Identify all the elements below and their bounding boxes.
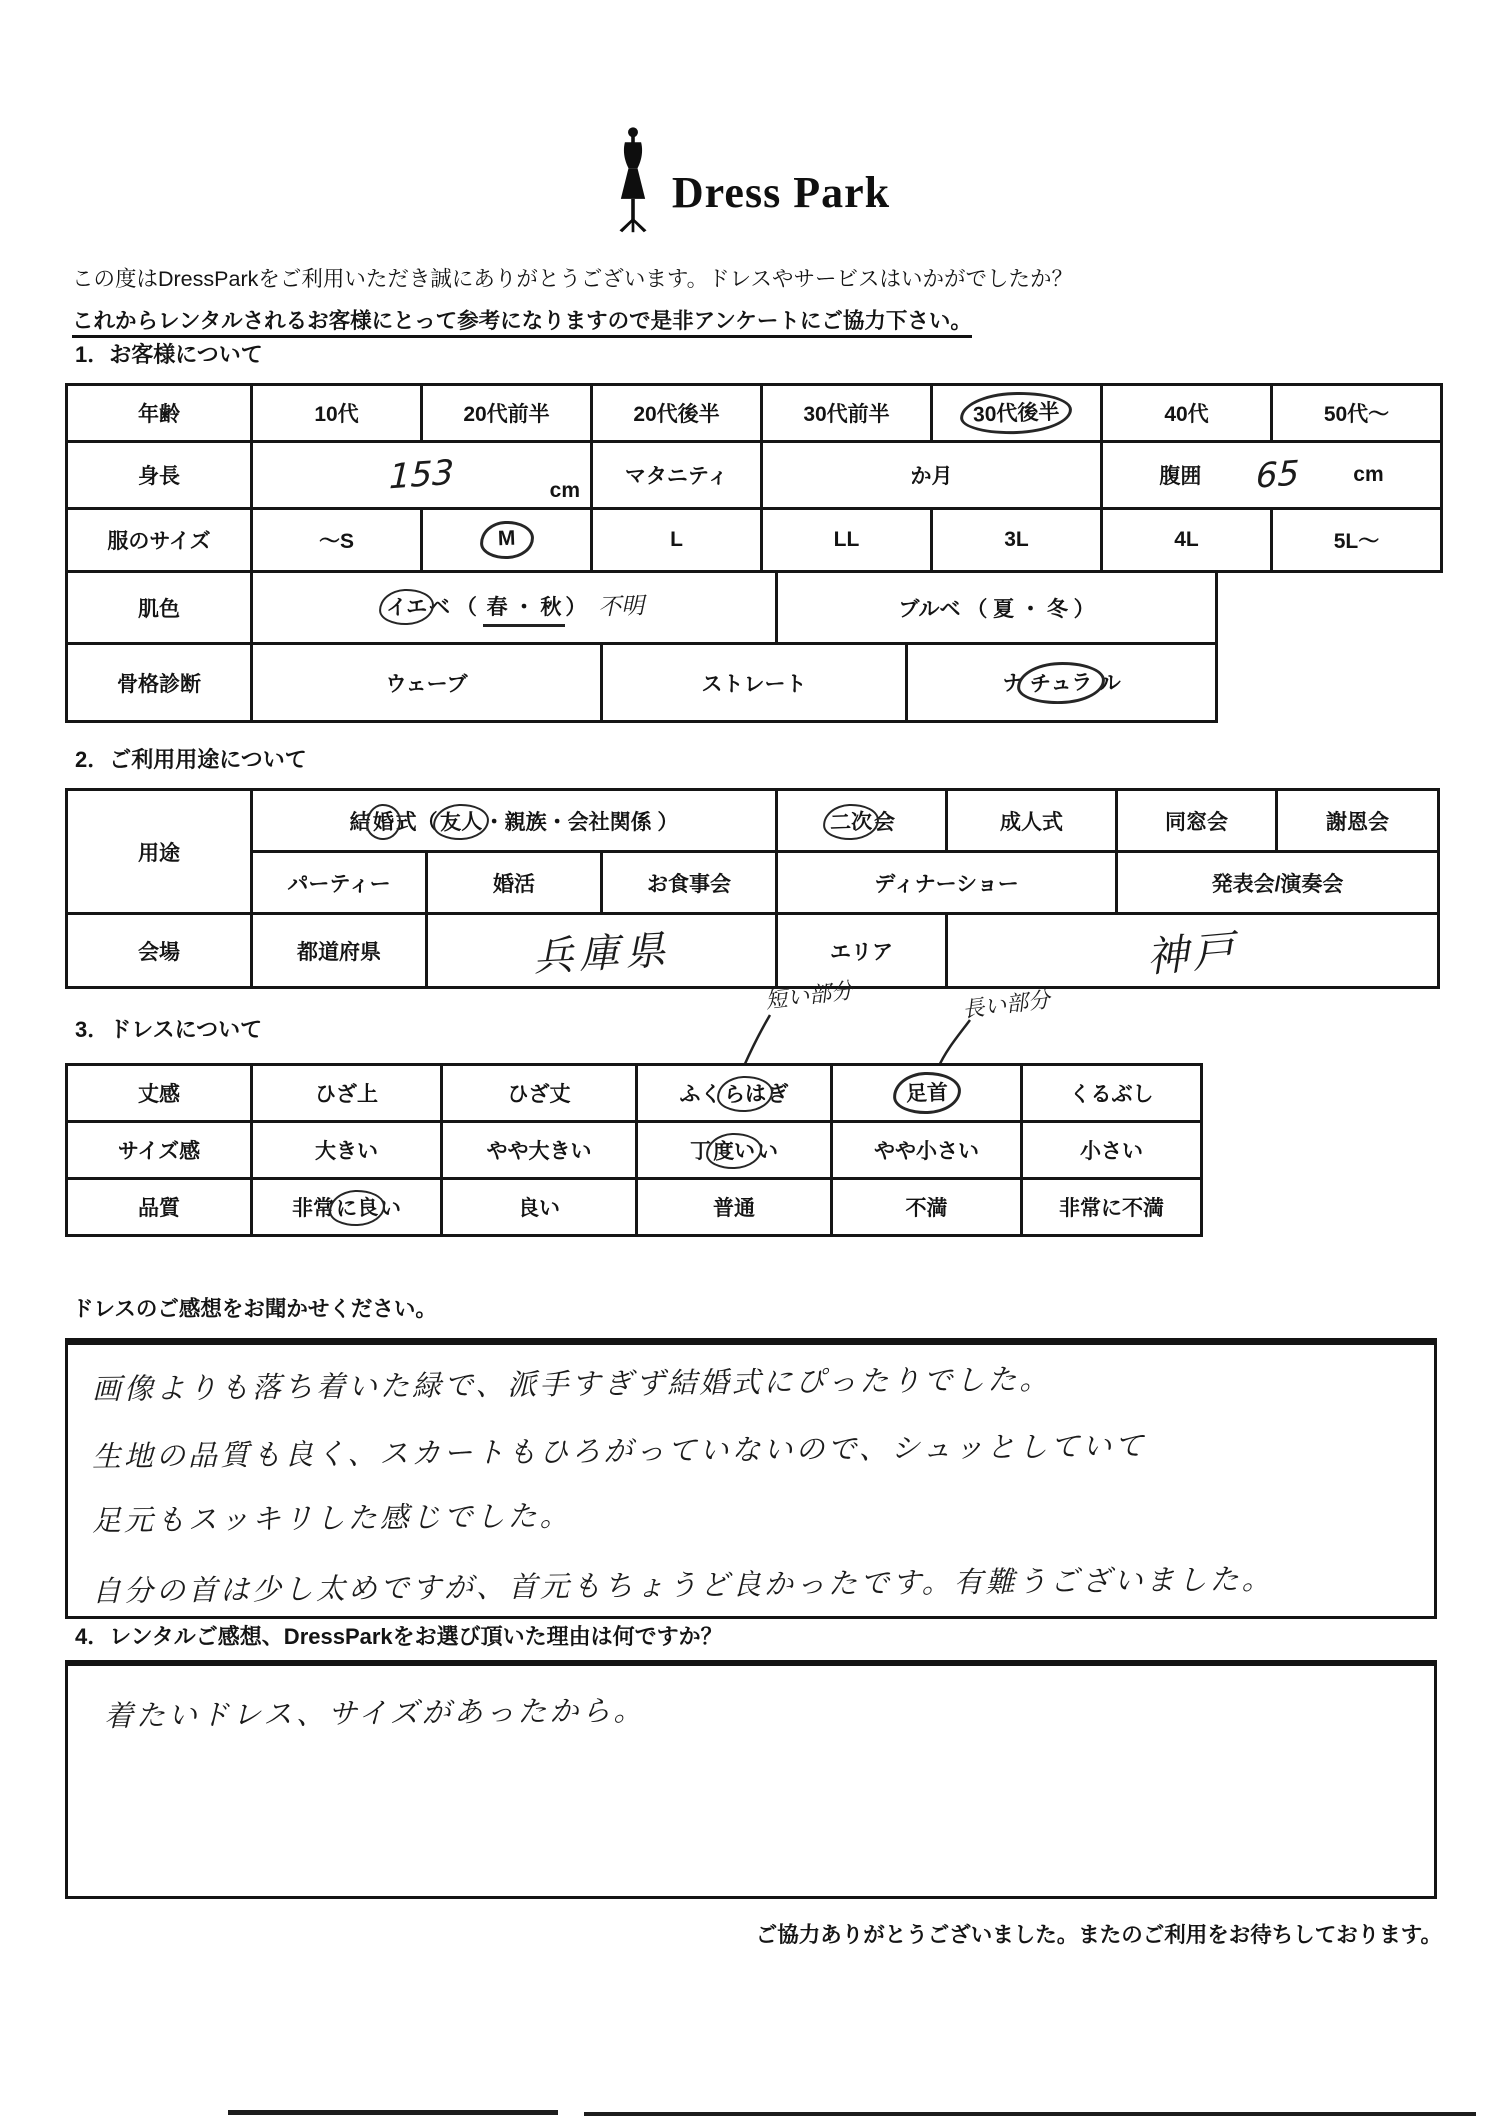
maternity-months-cell: か月 [762,442,1102,509]
size-row [67,509,1442,572]
skin-row [67,572,1217,644]
waist-unit: cm [1353,463,1384,486]
skin-handwritten-note: 不明 [597,593,645,621]
usage-row-1 [67,790,1439,852]
skin-selection-circle: イエ [378,588,434,626]
size-option-3l: 3L [932,509,1102,572]
section4-heading: 4．レンタルご感想、DressParkをお選び頂いた理由は何ですか？ [75,1624,723,1649]
length-row [67,1065,1202,1122]
annotation-short-part: 短い部分 [764,978,855,1015]
section2-heading: 2．ご利用用途について [75,747,307,772]
comment-line-1: 画像よりも落ち着いた緑で、派手すぎず結婚式にぴったりでした。 [91,1361,1052,1407]
skeleton-label: 骨格診断 [67,644,252,722]
skin-yellow-base-cell: イエベ （ 春 ・ 秋 ） 不明 [252,572,777,644]
length-option-above-knee: ひざ上 [252,1065,442,1122]
section1-heading: 1．お客様について [75,342,263,367]
skin-label: 肌色 [67,572,252,644]
area-handwritten-value: 神戸 [1144,924,1241,982]
fit-option-just-right: 丁度いい [637,1122,832,1179]
skin-seasons-underlined: 春 ・ 秋 [483,591,566,627]
usage-option-wedding: 結婚式（友人・親族・会社関係 ） [252,790,777,852]
height-value-cell [252,442,592,509]
fit-option-big: 大きい [252,1122,442,1179]
age-label: 年齢 [67,385,252,442]
calf-circle: らは [716,1075,773,1113]
area-value-cell [947,914,1439,988]
dress-form-icon [610,126,656,234]
usage-option-konkatsu: 婚活 [427,852,602,914]
scan-artifact-line [584,2112,1476,2116]
skeleton-option-wave: ウェーブ [252,644,602,722]
intro-line1: この度はDressParkをご利用いただき誠にありがとうございます。ドレスやサービスはいかがでしたか？ [72,267,1073,291]
reason-answer: 着たいドレス、サイズがあったから。 [103,1693,646,1733]
venue-label: 会場 [67,914,252,988]
size-selection-circle: M [479,520,534,560]
usage-option-reunion: 同窓会 [1117,790,1277,852]
size-label: 服のサイズ [67,509,252,572]
usage-option-thanks-party: 謝恩会 [1277,790,1439,852]
wedding-friend-circle: 友人 [432,803,489,841]
usage-option-dinner-show: ディナーショー [777,852,1117,914]
age-option-30s-early: 30代前半 [762,385,932,442]
skeleton-option-straight: ストレート [602,644,907,722]
length-option-ankle [832,1065,1022,1122]
usage-option-recital: 発表会/演奏会 [1117,852,1439,914]
age-option-20s-early: 20代前半 [422,385,592,442]
usage-table [65,788,1440,989]
quality-option-very-good: 非常に良い [252,1179,442,1236]
comment-line-4: 自分の首は少し太めですが、首元もちょうど良かったです。有難うございました。 [91,1561,1274,1609]
age-option-10s: 10代 [252,385,422,442]
height-row [67,442,1442,509]
age-option-30s-late [932,385,1102,442]
size-option-m [422,509,592,572]
prefecture-value-cell [427,914,777,988]
quality-selection-circle: に良 [328,1189,385,1227]
comments-box [65,1338,1437,1619]
length-label: 丈感 [67,1065,252,1122]
height-label: 身長 [67,442,252,509]
usage-label: 用途 [67,790,252,914]
fit-option-small: 小さい [1022,1122,1202,1179]
prefecture-handwritten-value: 兵庫県 [531,927,672,981]
age-option-50s: 50代～ [1272,385,1442,442]
usage-row-2 [67,852,1439,914]
fit-label: サイズ感 [67,1122,252,1179]
afterparty-selection-circle: 二次 [822,803,879,841]
usage-option-afterparty: 二次会 [777,790,947,852]
area-label: エリア [777,914,947,988]
size-option-5l: 5L～ [1272,509,1442,572]
waist-cell [1102,442,1442,509]
customer-info-table [65,383,1443,573]
annotation-long-part: 長い部分 [961,987,1052,1024]
skin-blue-base-cell: ブルベ （ 夏 ・ 冬 ） [777,572,1217,644]
dress-feedback-table [65,1063,1203,1237]
intro-line2: これからレンタルされるお客様にとって参考になりますので是非アンケートにご協力下さい。 [72,304,1452,338]
fit-option-slightly-big: やや大きい [442,1122,637,1179]
intro [72,262,1452,346]
age-selection-circle: 30代後半 [960,390,1074,436]
usage-option-coming-of-age: 成人式 [947,790,1117,852]
size-option-4l: 4L [1102,509,1272,572]
ankle-selection-circle: 足首 [892,1071,961,1115]
fit-option-slightly-small: やや小さい [832,1122,1022,1179]
skeleton-row [67,644,1217,722]
logo-text: Dress Park [671,168,891,217]
quality-option-normal: 普通 [637,1179,832,1236]
wedding-selection-circle: 婚 [365,803,401,840]
age-option-20s-late: 20代後半 [592,385,762,442]
fit-row [67,1122,1202,1179]
size-option-ll: LL [762,509,932,572]
skeleton-option-natural: ナ チュラ ル [907,644,1217,722]
waist-label: 腹囲 [1159,465,1202,488]
prefecture-label: 都道府県 [252,914,427,988]
quality-option-good: 良い [442,1179,637,1236]
comment-line-2: 生地の品質も良く、スカートもひろがっていないので、シュッとしていて [91,1428,1147,1474]
footer-thanks: ご協力ありがとうございました。またのご利用をお待ちしております。 [755,1923,1442,1947]
height-handwritten-value: 153 [388,452,455,498]
reason-box [65,1660,1437,1899]
length-option-anklebone: くるぶし [1022,1065,1202,1122]
quality-row [67,1179,1202,1236]
section3-heading: 3．ドレスについて [75,1017,263,1042]
comment-line-3: 足元もスッキリした感じでした。 [91,1498,572,1538]
usage-option-meal: お食事会 [602,852,777,914]
logo [0,126,1500,234]
maternity-label: マタニティ [592,442,762,509]
size-option-s: ～S [252,509,422,572]
length-option-calf: ふくらはぎ [637,1065,832,1122]
size-option-l: L [592,509,762,572]
quality-option-very-dissatisfied: 非常に不満 [1022,1179,1202,1236]
age-row [67,385,1442,442]
waist-handwritten-value: 65 [1255,453,1300,497]
age-option-40s: 40代 [1102,385,1272,442]
comments-prompt: ドレスのご感想をお聞かせください。 [72,1297,437,1321]
height-unit: cm [549,479,580,502]
quality-label: 品質 [67,1179,252,1236]
venue-row [67,914,1439,988]
skin-skeleton-table [65,570,1218,723]
quality-option-dissatisfied: 不満 [832,1179,1022,1236]
fit-selection-circle: 度い [705,1132,762,1170]
skeleton-selection-circle: チュラ [1017,660,1107,705]
length-option-knee: ひざ丈 [442,1065,637,1122]
scan-artifact-line [228,2110,558,2115]
usage-option-party: パーティー [252,852,427,914]
